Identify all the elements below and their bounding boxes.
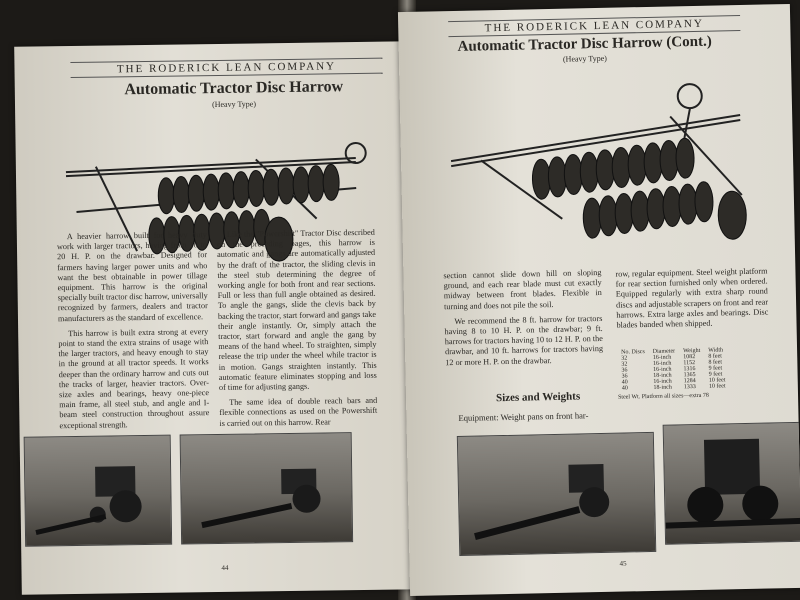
right-page-subtitle: (Heavy Type)	[562, 53, 608, 64]
equipment-line: Equipment: Weight pans on front har-	[458, 410, 589, 423]
paragraph: The same idea of double reach bars and flexible connections as used on the Powershift is carried out on this harrow. Rear	[219, 396, 378, 428]
cell: 8 feet	[708, 359, 723, 366]
paragraph: Like the "Powershift" Tractor Disc described on the preceding pages, this harrow is automatic and gangs are automatically adjusted by the draft of the tractor, the sliding clevis in the steel stub determining the degree of working angle for both front and rear sections. Full or less than full angle obtained as desired. To angle the gangs, slide the clevis back by backing the tractor, start forward and gangs take their angle instantly. Or, simply attach the tractor, start forward and angle the gang by means of the hand wheel. To straighten, simply release the trip under the wheel while tractor is in motion. Gangs straighten instantly. This automatic feature eliminates stopping and loss of time for adjusting gangs.	[216, 227, 377, 393]
right-page	[398, 4, 800, 596]
cell: 1152	[683, 360, 696, 367]
cell: 40	[621, 385, 628, 392]
cell: 1284	[683, 378, 696, 385]
sizes-weights-table	[617, 347, 730, 391]
cell: 16-inch	[653, 366, 672, 373]
cell: 36	[621, 373, 628, 380]
cell: 1365	[683, 372, 696, 379]
cell: 18-inch	[653, 372, 672, 379]
cell: 40	[621, 379, 628, 386]
tractor-photo-right-1	[457, 432, 656, 556]
cell: 18-inch	[653, 384, 672, 391]
table-footnote: Steel Wt. Platform all sizes—extra 78	[617, 392, 709, 401]
cell: 8 feet	[708, 353, 722, 360]
harrow-illustration-large	[439, 75, 763, 262]
left-page-title: Automatic Tractor Disc Harrow	[124, 78, 344, 99]
paragraph: A heavier harrow built for heavy duty work with larger tractors, having from 10 to 20 H. P. on the drawbar. Designed for farmers having larger power units and who want the best obtainable in power tillage equipment. This harrow is the original specially built tractor disc harrow, universally recognized by farmers, dealers and tractor manufacturers as the standard of excellence.	[56, 230, 208, 323]
left-running-header: THE RODERICK LEAN COMPANY	[70, 58, 382, 78]
column-header: No. Discs	[621, 349, 645, 356]
cell: 1333	[683, 384, 696, 391]
cell: 1082	[683, 354, 696, 361]
sizes-table-wrapper	[617, 347, 730, 400]
paragraph: row, regular equipment. Steel weight platform for rear section furnished only when ordered. Equipped regularly with extra sharp round discs and adjustable scrapers on front and rear harrows. Extra large axles and bearings. Disc blades banded when shipped.	[615, 266, 769, 330]
cell: 9 feet	[708, 371, 723, 378]
cell: 16-inch	[653, 378, 672, 385]
cell: 10 feet	[708, 383, 726, 390]
paragraph: section cannot slide down hill on sloping ground, and each rear blade must cut exactly midway between front blades. Flexible in turning and does not pile the soil.	[443, 267, 602, 311]
column-header: Diameter	[652, 348, 676, 355]
left-page	[14, 41, 420, 595]
cell: 32	[621, 361, 628, 368]
tractor-photo-left-2	[180, 432, 354, 544]
table-row	[618, 383, 730, 391]
right-page-column-1	[443, 268, 603, 373]
cell: 10 feet	[708, 377, 726, 384]
tractor-photo-right-2	[663, 422, 800, 545]
cell: 16-inch	[652, 354, 672, 361]
cell: 32	[621, 355, 628, 362]
right-page-title: Automatic Tractor Disc Harrow (Cont.)	[457, 33, 712, 55]
tractor-photo-left-1	[24, 435, 173, 547]
cell: 9 feet	[708, 365, 723, 372]
cell: 1316	[683, 366, 696, 373]
right-page-number: 45	[619, 559, 627, 568]
left-page-column-2	[217, 228, 378, 434]
column-header: Width	[708, 347, 724, 354]
cell: 16-inch	[652, 360, 672, 367]
cell: 36	[621, 367, 628, 374]
right-page-column-2	[615, 266, 768, 335]
left-page-subtitle: (Heavy Type)	[211, 99, 257, 110]
right-running-header: THE RODERICK LEAN COMPANY	[448, 15, 740, 37]
paragraph: This harrow is built extra strong at every point to stand the extra strains of usage with the larger tractors, and heavy enough to stay in the ground at all tractor speeds. It works deeper than the ordinary harrow and cuts out the tracks of larger, heavier tractors. Over-size axles and bearings, heavy one-piece main frame, all steel stub, and angle and I-beam steel construction throughout assure exceptional strength.	[58, 326, 210, 430]
sizes-heading: Sizes and Weights	[495, 390, 581, 405]
paragraph: We recommend the 8 ft. harrow for tractors having 8 to 10 H. P. on the drawbar; 9 ft. harrows for tractors having 10 to 12 H. P. on the drawbar, and 10 ft. harrows for tractors having 12 or more H. P. on the drawbar.	[444, 313, 604, 367]
left-page-number: 44	[221, 563, 229, 572]
left-page-column-1	[57, 230, 210, 436]
column-header: Weight	[683, 347, 701, 355]
